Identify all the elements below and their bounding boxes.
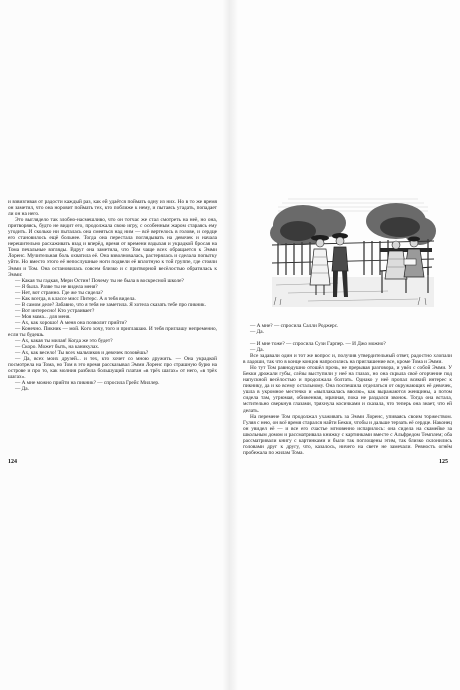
paragraph: — Какая ты гадкая, Мери Остин! Почему ты не была в воскресной школе?	[15, 277, 184, 284]
page-number-left: 124	[8, 459, 17, 465]
paragraph: и взвизгивая от радости каждый раз, как ей удаётся поймать одну из них. Но в то же время он заметил, что она норовит поймать тех, кто поближе к нему, и пытаясь угадать, попадает ли он на него.	[8, 199, 217, 218]
paragraph: Но тут Том равнодушно отошёл прочь, не прерывая разговора, и увёл с собой Эмми. У Бекки дрожали губы, слёзы выступили у неё на глазах, но она скрыла своё огорчение под напускной весёлостью и продолжала болтать. Однако у неё пропал всякий интерес к пикнику, да и ко всему остальному. Она поспешила отделаться от окружающих её девочек, ушла в укромное местечко и «выплакалась вволю», как выражаются женщины, а потом сидела там, угрюмая, обиженная, мрачная, пока не раздался звонок. Тогда она встала, мстительно сверкнув глазами, тряхнула косичками и сказала, что теперь она знает, что ей делать.	[243, 365, 452, 414]
paragraph: На перемене Том продолжал ухаживать за Эмми Лоренс, упиваясь своим торжеством. Гуляя с нею, он всё время старался найти Бекки, чтобы и дальше терзать её сердце. Наконец он увидел её — и все его счастье мгновенно испарилось: она сидела на скамейке за школьным домом и рассматривала книжку с картинками вместе с Альфредом Темплем; оба рассматривали книгу с картинками и были так поглощены этим, так близко склонились головами друг к другу, что, казалось, ничего на свете не замечали. Ревность огнём пробежала по жилам Тома.	[243, 413, 452, 456]
paragraph: — Моя мама... для меня.	[15, 313, 71, 320]
right-page-top-text	[243, 323, 452, 339]
page-number-right: 125	[439, 459, 448, 465]
paragraph: — А мне можно прийти на пикник? — спросила Грейс Миллер.	[15, 380, 160, 387]
paragraph: — Нет, вот странно. Где же ты сидела?	[15, 289, 103, 296]
right-page-text	[243, 341, 452, 456]
paragraph: — А мне? — спросила Салли Роджерс.	[250, 323, 339, 329]
paragraph: — Вот интересно! Кто устраивает?	[15, 307, 95, 314]
paragraph: — Я была. Разве ты не видела меня?	[15, 283, 98, 290]
paragraph: — Ах, как весело! Ты всех мальчиков и девочек позовёшь?	[15, 350, 149, 357]
paragraph: — Ах, какая ты милая! Когда же это будет?	[15, 338, 113, 345]
paragraph: Это выглядело так злобно-насмешливо, что он тотчас же стал смотреть на неё, но она, притворяясь, будто не видит его, продолжала свою игру, с особенным жаром стараясь ему угодить. И сколько ни пыталась она смеяться над ним — всё вертелось в голове, и сердце его становилось ещё больнее. Тогда она перестала поглядывать на девочек и начала нерешительно расхаживать взад и вперёд, время от времени вздыхая и украдкой бросая на Тома печальные взгляды. Вдруг она заметила, что Том чаще всех обращается к Эмми Лоренс. Мучительная боль охватила её. Она взволновалась, растерялась и сделала попытку уйти. Но вместо этого её непослушные ноги подвели её вплотную к той группе, где стояли Эмми и Том. Она остановилась совсем близко и с притворной весёлостью обратилась к Эмми:	[8, 217, 217, 278]
paragraph: — И мне тоже? — спросила Сузи Гарпер. — И Джо можно?	[250, 341, 386, 347]
paragraph: — Конечно. Пикник — мой. Кого хочу, того и приглашаю. И тебя приглашу непременно, если ты будешь.	[8, 325, 217, 339]
paragraph: — Да.	[250, 347, 264, 354]
engraving-illustration	[268, 193, 438, 311]
book-gutter	[222, 0, 238, 690]
paragraph: — Скоро. Может быть, на каникулах.	[15, 344, 100, 351]
paragraph: — Ах, как хорошо! А меня она позволит прийти?	[15, 319, 127, 326]
paragraph: — Да.	[250, 329, 264, 336]
paragraph: — В самом деле? Забавно, что я тебя не заметила. Я хотела сказать тебе про пикник.	[15, 301, 206, 308]
paragraph: — Да.	[15, 386, 29, 393]
paragraph: — Как всегда, в классе мисс Питерс. А я тебя видела.	[15, 295, 136, 302]
paragraph: Все задавали один и тот же вопрос и, получив утвердительный ответ, радостно хлопали в ладоши, так что в конце концов напросились на приглашение все, кроме Тома и Эмми.	[243, 353, 452, 366]
left-page-text	[8, 199, 217, 447]
paragraph: — Да, всех моих друзей... и тех, кто хочет со мною дружить. — Она украдкой посмотрела на Тома, но Том в это время рассказывал Эмми Лоренс про страшную бурю на острове и про то, как молния разбила большущий платан «в трёх шагах» от него, «в трёх шагах».	[8, 356, 217, 381]
